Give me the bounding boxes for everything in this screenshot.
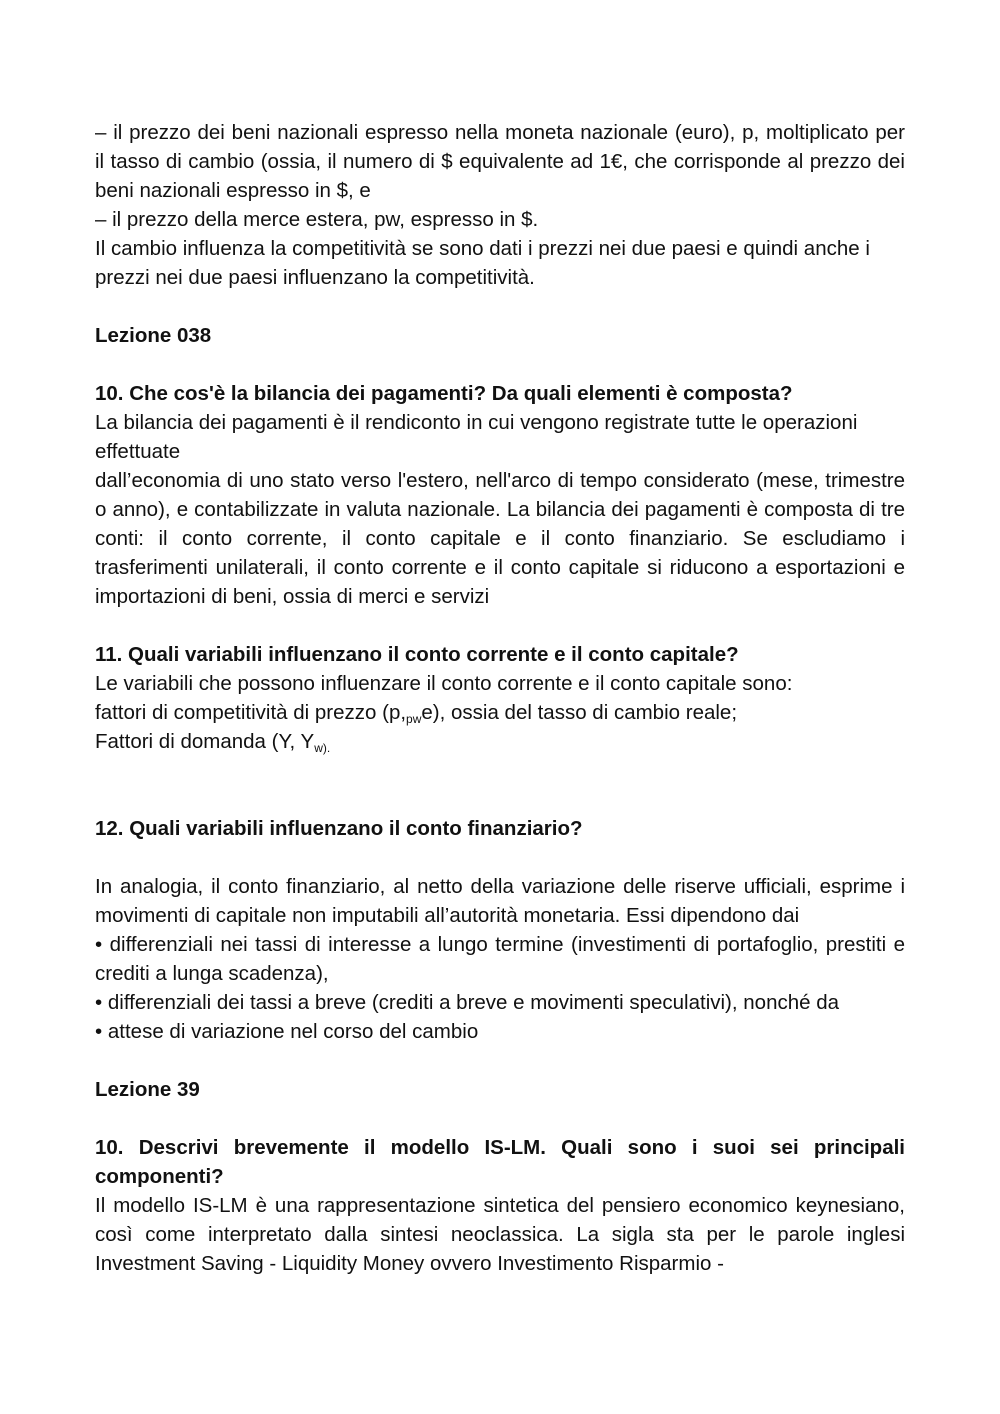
lesson-39-question-10-heading: 10. Descrivi brevemente il modello IS-LM. Quali sono i suoi sei principali componenti? [95, 1136, 905, 1188]
question-11-heading: 11. Quali variabili influenzano il conto corrente e il conto capitale? [95, 643, 739, 666]
question-10-answer-line1: La bilancia dei pagamenti è il rendiconto in cui vengono registrate tutte le operazioni effettuate [95, 411, 858, 463]
question-10-heading: 10. Che cos'è la bilancia dei pagamenti? Da quali elementi è composta? [95, 382, 793, 405]
spacer [95, 350, 905, 379]
question-12-bullet-2: • differenziali dei tassi a breve (crediti a breve e movimenti speculativi), nonché da [95, 991, 840, 1014]
lesson-39-question-10-answer: Il modello IS-LM è una rappresentazione sintetica del pensiero economico keynesiano, così come interpretato dalla sintesi neoclassica. La sigla sta per le parole inglesi Investment Saving - Liquidity Money ovvero Investimento Risparmio - [95, 1194, 905, 1275]
question-12-paragraph: In analogia, il conto finanziario, al netto della variazione delle riserve ufficiali, esprime i movimenti di capitale non imputabili all’autorità monetaria. Essi dipendono dai [95, 875, 905, 927]
question-11-line2-pre: fattori di competitività di prezzo (p, [95, 701, 407, 724]
question-11-line3-subscript: w). [314, 741, 331, 755]
spacer [95, 756, 905, 814]
lesson-038-title: Lezione 038 [95, 324, 212, 347]
question-11-line2 [95, 698, 905, 727]
spacer [95, 1046, 905, 1075]
question-12-bullet-3: • attese di variazione nel corso del cambio [95, 1020, 479, 1043]
spacer [95, 1104, 905, 1133]
spacer [95, 292, 905, 321]
question-10-answer-line2: dall’economia di uno stato verso l'estero, nell'arco di tempo considerato (mese, trimestre o anno), e contabilizzate in valuta nazionale. La bilancia dei pagamenti è composta di tre conti: il conto corrente, il conto capitale e il conto finanziario. Se escludiamo i trasferimenti unilaterali, il conto corrente e il conto capitale si riducono a esportazioni e importazioni di beni, ossia di merci e servizi [95, 469, 905, 608]
spacer [95, 611, 905, 640]
question-11-line3 [95, 727, 905, 756]
spacer [95, 843, 905, 872]
intro-paragraph-competitiveness: Il cambio influenza la competitività se sono dati i prezzi nei due paesi e quindi anche i prezzi nei due paesi influenzano la competitività. [95, 237, 870, 289]
question-12-heading: 12. Quali variabili influenzano il conto finanziario? [95, 817, 583, 840]
question-11-line3-pre: Fattori di domanda (Y, Y [95, 730, 315, 753]
question-11-line1: Le variabili che possono influenzare il conto corrente e il conto capitale sono: [95, 672, 793, 695]
question-11-line2-post: e), ossia del tasso di cambio reale; [421, 701, 738, 724]
intro-paragraph-domestic-price: – il prezzo dei beni nazionali espresso nella moneta nazionale (euro), p, moltiplicato per il tasso di cambio (ossia, il numero di $ equivalente ad 1€, che corrisponde al prezzo dei beni nazionali espresso in $, e [95, 121, 905, 202]
question-12-bullet-1: • differenziali nei tassi di interesse a lungo termine (investimenti di portafoglio, prestiti e crediti a lunga scadenza), [95, 933, 905, 985]
lesson-39-title: Lezione 39 [95, 1078, 200, 1101]
intro-paragraph-foreign-price: – il prezzo della merce estera, pw, espresso in $. [95, 208, 539, 231]
question-11-line2-subscript: pw [406, 712, 422, 726]
document-page [95, 118, 905, 1278]
